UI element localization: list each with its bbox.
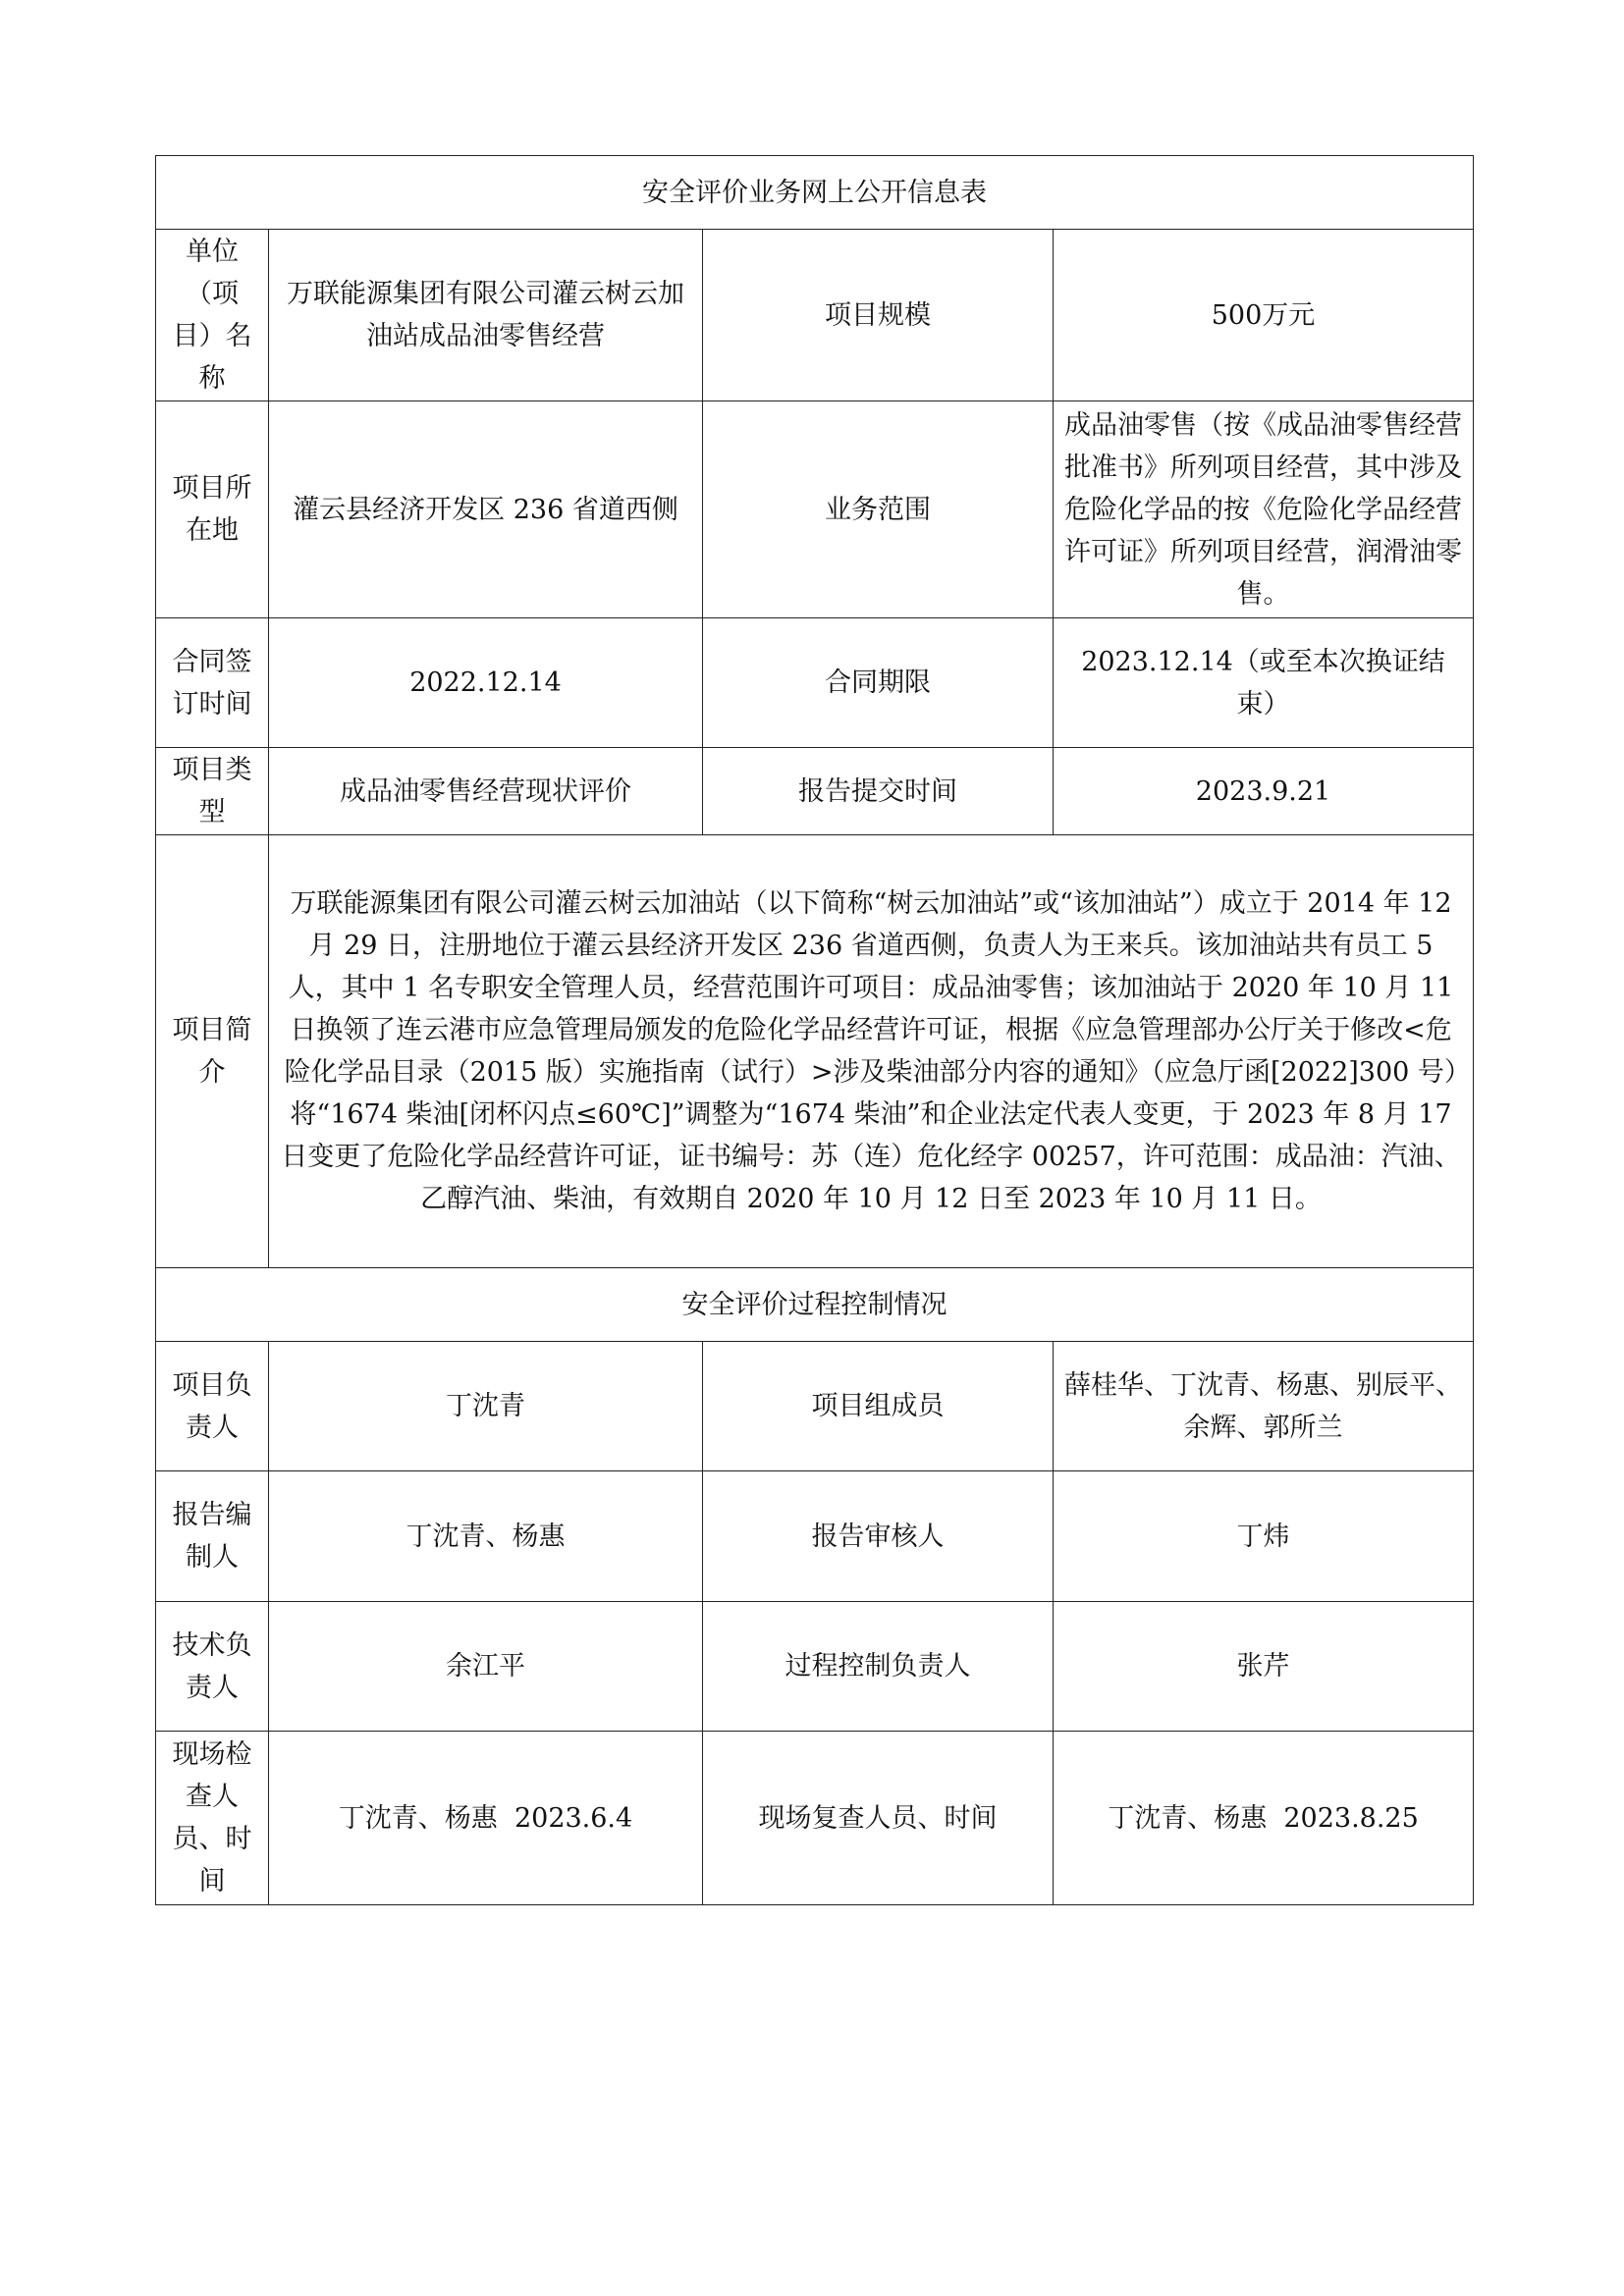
report-time-value: 2023.9.21 (1054, 748, 1474, 835)
unit-name-label: 单位（项目）名称 (156, 230, 269, 401)
unit-name-value: 万联能源集团有限公司灌云树云加油站成品油零售经营 (269, 230, 703, 401)
scale-label: 项目规模 (703, 230, 1054, 401)
contract-date-label: 合同签订时间 (156, 618, 269, 748)
site-check-value: 丁沈青、杨惠 2023.6.4 (269, 1732, 703, 1905)
tech-lead-value: 余江平 (269, 1602, 703, 1732)
contract-term-value: 2023.12.14（或至本次换证结束） (1054, 618, 1474, 748)
leader-label: 项目负责人 (156, 1342, 269, 1471)
intro-value: 万联能源集团有限公司灌云树云加油站（以下简称“树云加油站”或“该加油站”）成立于 2014 年 12 月 29 日，注册地位于灌云县经济开发区 236 省道西侧，负责人为王来兵。该加油站共有员工 5 人，其中 1 名专职安全管理人员，经营范围许可项目：成品油零售；该加油站于 2020 年 10 月 11 日换领了连云港市应急管理局颁发的危险化学品经营许可证，根据《应急管理部办公厅关于修改<危险化学品目录（2015 版）实施指南（试行）>涉及柴油部分内容的通知》（应急厅函[2022]300 号）将“1674 柴油[闭杯闪点≤60℃]”调整为“1674 柴油”和企业法定代表人变更，于 2023 年 8 月 17 日变更了危险化学品经营许可证，证书编号：苏（连）危化经字 00257，许可范围：成品油：汽油、乙醇汽油、柴油，有效期自 2020 年 10 月 12 日至 2023 年 10 月 11 日。 (269, 835, 1474, 1268)
recheck-label: 现场复查人员、时间 (703, 1732, 1054, 1905)
site-check-label: 现场检查人员、时间 (156, 1732, 269, 1905)
scope-value: 成品油零售（按《成品油零售经营批准书》所列项目经营，其中涉及危险化学品的按《危险化学品经营许可证》所列项目经营，润滑油零售。 (1054, 401, 1474, 618)
contract-date-value: 2022.12.14 (269, 618, 703, 748)
reviewer-value: 丁炜 (1054, 1471, 1474, 1602)
recheck-value: 丁沈青、杨惠 2023.8.25 (1054, 1732, 1474, 1905)
info-table (155, 155, 1474, 1905)
process-lead-value: 张芹 (1054, 1602, 1474, 1732)
scope-label: 业务范围 (703, 401, 1054, 618)
location-label: 项目所在地 (156, 401, 269, 618)
location-value: 灌云县经济开发区 236 省道西侧 (269, 401, 703, 618)
process-lead-label: 过程控制负责人 (703, 1602, 1054, 1732)
contract-term-label: 合同期限 (703, 618, 1054, 748)
table-title: 安全评价业务网上公开信息表 (156, 156, 1474, 230)
author-value: 丁沈青、杨惠 (269, 1471, 703, 1602)
project-type-value: 成品油零售经营现状评价 (269, 748, 703, 835)
author-label: 报告编制人 (156, 1471, 269, 1602)
members-value: 薛桂华、丁沈青、杨惠、别辰平、余辉、郭所兰 (1054, 1342, 1474, 1471)
tech-lead-label: 技术负责人 (156, 1602, 269, 1732)
reviewer-label: 报告审核人 (703, 1471, 1054, 1602)
report-time-label: 报告提交时间 (703, 748, 1054, 835)
intro-label: 项目简介 (156, 835, 269, 1268)
members-label: 项目组成员 (703, 1342, 1054, 1471)
scale-value: 500万元 (1054, 230, 1474, 401)
project-type-label: 项目类型 (156, 748, 269, 835)
leader-value: 丁沈青 (269, 1342, 703, 1471)
process-title: 安全评价过程控制情况 (156, 1268, 1474, 1342)
